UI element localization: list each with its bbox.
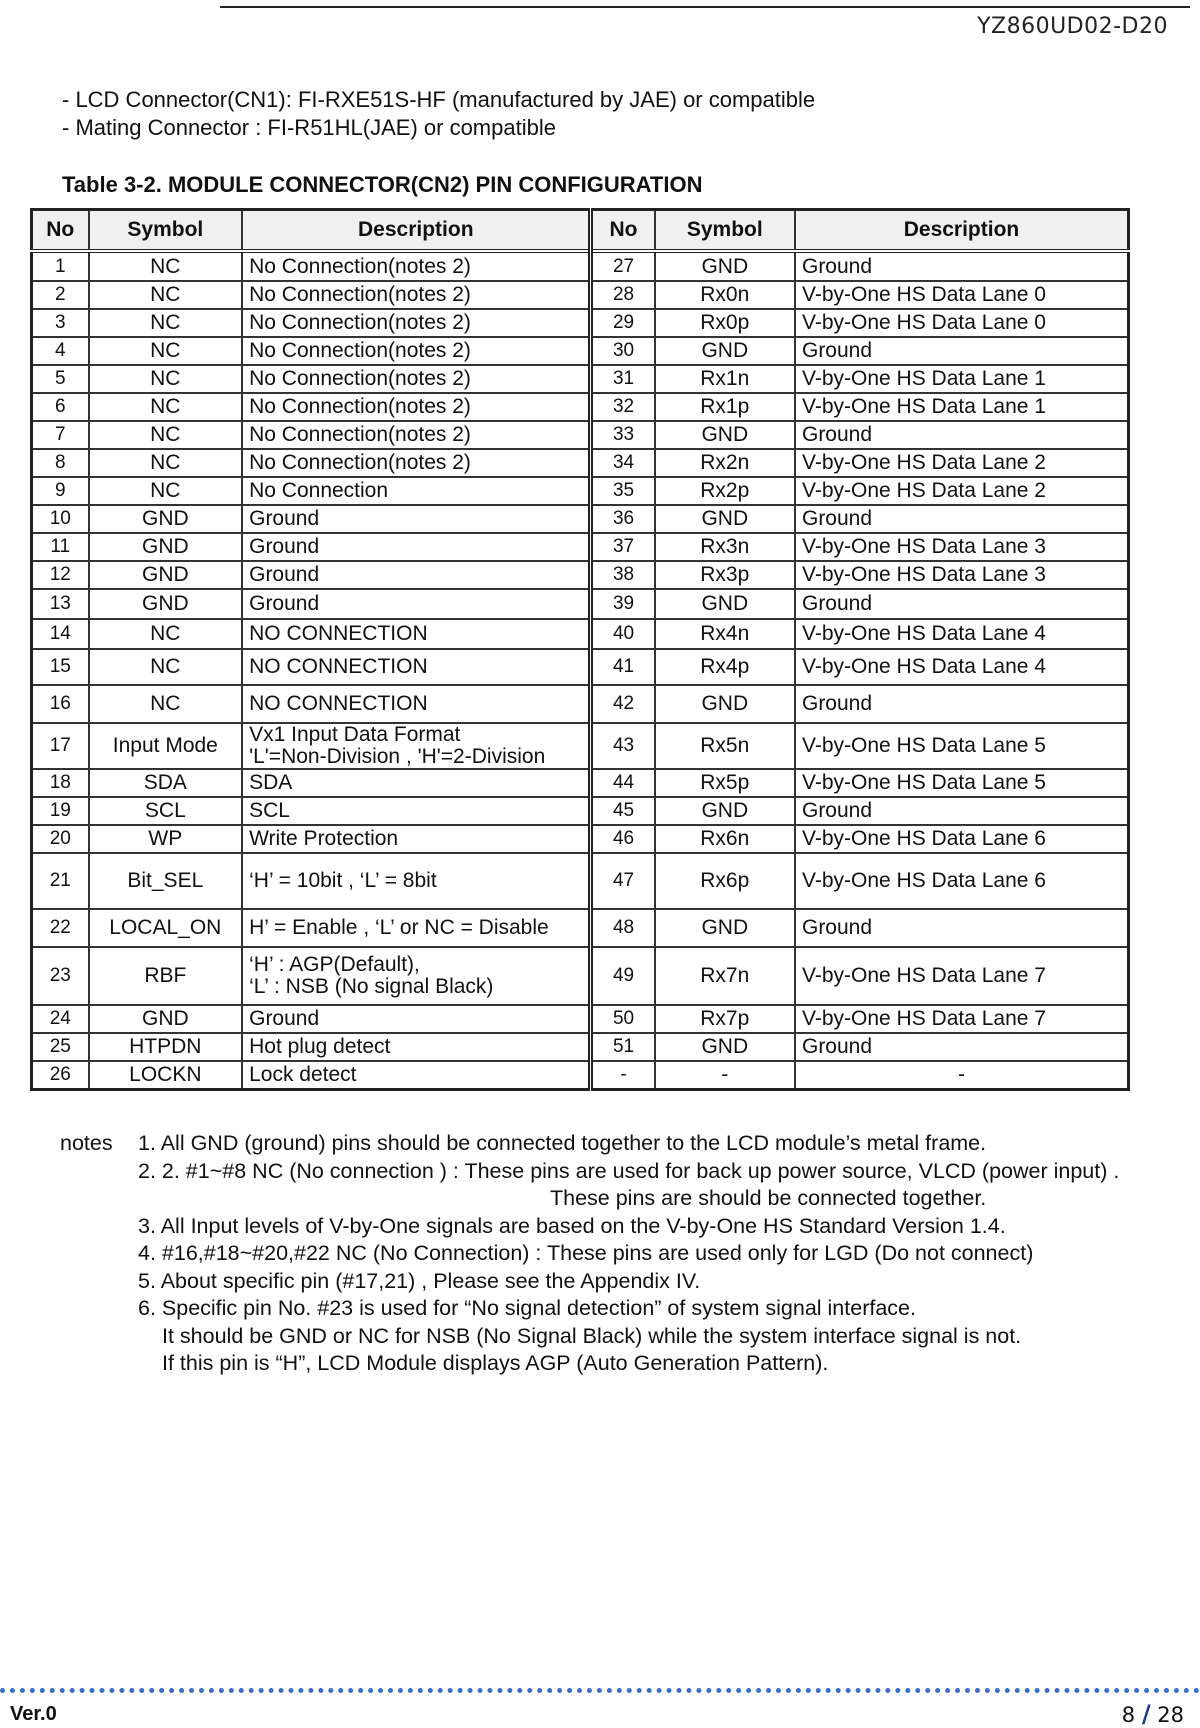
pin-no-right: 38 xyxy=(591,561,655,589)
pin-no-left: 15 xyxy=(32,649,89,685)
header-description-left: Description xyxy=(242,210,591,252)
note-6-line-2: It should be GND or NC for NSB (No Signal Black) while the system interface signal is not. xyxy=(162,1323,1022,1348)
pin-symbol-right: - xyxy=(655,1061,795,1090)
pin-no-left: 22 xyxy=(32,909,89,947)
pin-description-right: V-by-One HS Data Lane 4 xyxy=(795,619,1129,649)
pin-symbol-left: NC xyxy=(89,251,243,281)
pin-no-left: 12 xyxy=(32,561,89,589)
pin-description-left: NO CONNECTION xyxy=(242,685,591,723)
pin-description-left: No Connection(notes 2) xyxy=(242,449,591,477)
connector-intro xyxy=(62,86,815,142)
pin-no-right: - xyxy=(591,1061,655,1090)
pin-symbol-right: Rx1p xyxy=(655,393,795,421)
pin-symbol-left: GND xyxy=(89,505,243,533)
pin-no-left: 3 xyxy=(32,309,89,337)
pin-no-left: 6 xyxy=(32,393,89,421)
pin-description-right: V-by-One HS Data Lane 3 xyxy=(795,533,1129,561)
pin-symbol-left: HTPDN xyxy=(89,1033,243,1061)
pin-symbol-left: LOCKN xyxy=(89,1061,243,1090)
pin-description-left: Ground xyxy=(242,589,591,619)
pin-configuration-table xyxy=(30,208,1130,1091)
header-no-left: No xyxy=(32,210,89,252)
pin-no-right: 50 xyxy=(591,1005,655,1033)
pin-symbol-left: NC xyxy=(89,393,243,421)
pin-symbol-right: GND xyxy=(655,685,795,723)
pin-no-right: 42 xyxy=(591,685,655,723)
pin-symbol-left: NC xyxy=(89,477,243,505)
page-separator: / xyxy=(1141,1700,1151,1728)
pin-description-left: Lock detect xyxy=(242,1061,591,1090)
note-2-continuation: These pins are should be connected together. xyxy=(550,1186,987,1210)
pin-no-right: 35 xyxy=(591,477,655,505)
pin-symbol-left: NC xyxy=(89,281,243,309)
table-row xyxy=(32,1005,1129,1033)
table-row xyxy=(32,649,1129,685)
pin-no-right: 31 xyxy=(591,365,655,393)
pin-symbol-right: Rx5n xyxy=(655,723,795,769)
pin-no-left: 7 xyxy=(32,421,89,449)
pin-description-left: SDA xyxy=(242,769,591,797)
note-6-line-3: If this pin is “H”, LCD Module displays AGP (Auto Generation Pattern). xyxy=(162,1351,829,1375)
pin-no-right: 29 xyxy=(591,309,655,337)
pin-symbol-left: GND xyxy=(89,589,243,619)
pin-symbol-right: Rx4p xyxy=(655,649,795,685)
pin-symbol-right: Rx0n xyxy=(655,281,795,309)
pin-symbol-right: Rx3p xyxy=(655,561,795,589)
pin-symbol-right: GND xyxy=(655,797,795,825)
pin-symbol-right: Rx7n xyxy=(655,947,795,1005)
pin-no-left: 20 xyxy=(32,825,89,853)
pin-description-right: V-by-One HS Data Lane 5 xyxy=(795,769,1129,797)
pin-description-right: Ground xyxy=(795,589,1129,619)
pin-description-left: Ground xyxy=(242,1005,591,1033)
pin-no-left: 2 xyxy=(32,281,89,309)
table-row xyxy=(32,561,1129,589)
table-row xyxy=(32,723,1129,769)
pin-no-right: 43 xyxy=(591,723,655,769)
pin-symbol-right: GND xyxy=(655,337,795,365)
pin-no-left: 11 xyxy=(32,533,89,561)
pin-no-right: 44 xyxy=(591,769,655,797)
pin-description-left: No Connection(notes 2) xyxy=(242,421,591,449)
version-label: Ver.0 xyxy=(10,1703,57,1725)
pin-symbol-left: Input Mode xyxy=(89,723,243,769)
pin-no-left: 10 xyxy=(32,505,89,533)
header-description-right: Description xyxy=(795,210,1129,252)
pin-no-left: 19 xyxy=(32,797,89,825)
pin-description-left: Ground xyxy=(242,533,591,561)
table-title: Table 3-2. MODULE CONNECTOR(CN2) PIN CONFIGURATION xyxy=(62,172,703,197)
pin-no-right: 37 xyxy=(591,533,655,561)
table-row xyxy=(32,505,1129,533)
pin-symbol-left: NC xyxy=(89,337,243,365)
pin-description-left: No Connection(notes 2) xyxy=(242,365,591,393)
table-row xyxy=(32,251,1129,281)
header-rule xyxy=(220,6,1190,8)
pin-no-right: 33 xyxy=(591,421,655,449)
pin-description-left: H’ = Enable , ‘L’ or NC = Disable xyxy=(242,909,591,947)
pin-symbol-left: NC xyxy=(89,619,243,649)
pin-description-right: Ground xyxy=(795,797,1129,825)
pin-symbol-left: RBF xyxy=(89,947,243,1005)
pin-no-right: 34 xyxy=(591,449,655,477)
pin-description-right: Ground xyxy=(795,251,1129,281)
pin-description-right: Ground xyxy=(795,685,1129,723)
note-6: 6. Specific pin No. #23 is used for “No signal detection” of system signal interface. xyxy=(138,1296,916,1320)
pin-description-left: No Connection(notes 2) xyxy=(242,281,591,309)
pin-description-left: NO CONNECTION xyxy=(242,649,591,685)
pin-symbol-left: LOCAL_ON xyxy=(89,909,243,947)
table-row xyxy=(32,685,1129,723)
table-row xyxy=(32,309,1129,337)
pin-description-left: No Connection(notes 2) xyxy=(242,309,591,337)
pin-no-right: 48 xyxy=(591,909,655,947)
pin-description-right: Ground xyxy=(795,505,1129,533)
table-row xyxy=(32,825,1129,853)
note-2: 2. 2. #1~#8 NC (No connection ) : These pins are used for back up power source, VLCD (power input) . xyxy=(138,1158,1120,1183)
table-row xyxy=(32,1033,1129,1061)
pin-description-left: NO CONNECTION xyxy=(242,619,591,649)
pin-description-left: Vx1 Input Data Format 'L'=Non-Division , 'H'=2-Division xyxy=(242,723,591,769)
table-row xyxy=(32,947,1129,1005)
pin-no-left: 14 xyxy=(32,619,89,649)
pin-no-left: 21 xyxy=(32,853,89,909)
pin-symbol-right: Rx6n xyxy=(655,825,795,853)
pin-symbol-left: NC xyxy=(89,309,243,337)
pin-description-left: SCL xyxy=(242,797,591,825)
pin-description-left: No Connection(notes 2) xyxy=(242,337,591,365)
pin-symbol-right: Rx1n xyxy=(655,365,795,393)
pin-symbol-left: NC xyxy=(89,649,243,685)
pin-description-left: No Connection xyxy=(242,477,591,505)
note-5: 5. About specific pin (#17,21) , Please see the Appendix IV. xyxy=(138,1268,701,1293)
pin-description-right: Ground xyxy=(795,421,1129,449)
header-symbol-left: Symbol xyxy=(89,210,243,252)
table-row xyxy=(32,337,1129,365)
pin-description-right: V-by-One HS Data Lane 6 xyxy=(795,825,1129,853)
table-row xyxy=(32,477,1129,505)
pin-description-right: V-by-One HS Data Lane 7 xyxy=(795,947,1129,1005)
pin-symbol-right: Rx2p xyxy=(655,477,795,505)
table-row xyxy=(32,853,1129,909)
pin-symbol-left: GND xyxy=(89,561,243,589)
pin-description-right: V-by-One HS Data Lane 2 xyxy=(795,477,1129,505)
pin-no-right: 30 xyxy=(591,337,655,365)
page-current: 8 xyxy=(1121,1703,1136,1727)
pin-symbol-left: GND xyxy=(89,533,243,561)
pin-no-left: 25 xyxy=(32,1033,89,1061)
pin-symbol-right: Rx0p xyxy=(655,309,795,337)
pin-description-left: Ground xyxy=(242,505,591,533)
pin-no-right: 40 xyxy=(591,619,655,649)
pin-description-right: V-by-One HS Data Lane 2 xyxy=(795,449,1129,477)
table-row xyxy=(32,619,1129,649)
pin-description-left: No Connection(notes 2) xyxy=(242,251,591,281)
pin-symbol-right: GND xyxy=(655,421,795,449)
intro-line-mating-connector: - Mating Connector : FI-R51HL(JAE) or compatible xyxy=(62,115,556,140)
pin-no-right: 27 xyxy=(591,251,655,281)
pin-description-right: V-by-One HS Data Lane 1 xyxy=(795,393,1129,421)
intro-line-lcd-connector: - LCD Connector(CN1): FI-RXE51S-HF (manufactured by JAE) or compatible xyxy=(62,87,816,112)
pin-description-right: Ground xyxy=(795,909,1129,947)
header-symbol-right: Symbol xyxy=(655,210,795,252)
notes-list xyxy=(138,1130,1200,1378)
pin-symbol-right: GND xyxy=(655,251,795,281)
pin-symbol-right: Rx7p xyxy=(655,1005,795,1033)
notes-label: notes xyxy=(60,1131,113,1155)
page-total: 28 xyxy=(1157,1703,1184,1727)
table-row xyxy=(32,1061,1129,1090)
pin-no-left: 4 xyxy=(32,337,89,365)
pin-no-right: 47 xyxy=(591,853,655,909)
pin-no-right: 28 xyxy=(591,281,655,309)
table-row xyxy=(32,281,1129,309)
pin-description-right: Ground xyxy=(795,1033,1129,1061)
table-row xyxy=(32,365,1129,393)
pin-symbol-right: Rx4n xyxy=(655,619,795,649)
pin-no-right: 51 xyxy=(591,1033,655,1061)
table-row xyxy=(32,393,1129,421)
pin-symbol-left: NC xyxy=(89,685,243,723)
pin-symbol-right: Rx6p xyxy=(655,853,795,909)
pin-description-right: Ground xyxy=(795,337,1129,365)
table-row xyxy=(32,589,1129,619)
header-no-right: No xyxy=(591,210,655,252)
pin-no-left: 24 xyxy=(32,1005,89,1033)
pin-symbol-right: GND xyxy=(655,505,795,533)
table-row xyxy=(32,797,1129,825)
document-code: YZ860UD02-D20 xyxy=(977,14,1168,39)
pin-symbol-right: Rx3n xyxy=(655,533,795,561)
pin-no-right: 32 xyxy=(591,393,655,421)
pin-symbol-left: SDA xyxy=(89,769,243,797)
pin-no-right: 49 xyxy=(591,947,655,1005)
note-1: 1. All GND (ground) pins should be connected together to the LCD module’s metal frame. xyxy=(138,1131,987,1155)
pin-description-left: Write Protection xyxy=(242,825,591,853)
pin-symbol-right: GND xyxy=(655,589,795,619)
pin-table-body xyxy=(32,251,1129,1090)
pin-no-right: 46 xyxy=(591,825,655,853)
pin-no-left: 26 xyxy=(32,1061,89,1090)
pin-description-left: Hot plug detect xyxy=(242,1033,591,1061)
pin-description-right: V-by-One HS Data Lane 0 xyxy=(795,309,1129,337)
pin-description-left: ‘H’ = 10bit , ‘L’ = 8bit xyxy=(242,853,591,909)
pin-description-right: V-by-One HS Data Lane 1 xyxy=(795,365,1129,393)
pin-symbol-right: GND xyxy=(655,909,795,947)
pin-no-left: 8 xyxy=(32,449,89,477)
pin-symbol-right: Rx5p xyxy=(655,769,795,797)
pin-no-left: 23 xyxy=(32,947,89,1005)
pin-symbol-left: WP xyxy=(89,825,243,853)
pin-description-right: - xyxy=(795,1061,1129,1090)
pin-description-right: V-by-One HS Data Lane 4 xyxy=(795,649,1129,685)
pin-no-right: 41 xyxy=(591,649,655,685)
pin-symbol-left: NC xyxy=(89,365,243,393)
pin-description-right: V-by-One HS Data Lane 0 xyxy=(795,281,1129,309)
table-row xyxy=(32,909,1129,947)
page-number xyxy=(1122,1700,1184,1728)
pin-symbol-right: Rx2n xyxy=(655,449,795,477)
footer-dotted-rule xyxy=(0,1688,1200,1693)
pin-no-left: 16 xyxy=(32,685,89,723)
pin-description-right: V-by-One HS Data Lane 5 xyxy=(795,723,1129,769)
table-row xyxy=(32,533,1129,561)
pin-description-right: V-by-One HS Data Lane 7 xyxy=(795,1005,1129,1033)
pin-no-right: 45 xyxy=(591,797,655,825)
pin-description-left: Ground xyxy=(242,561,591,589)
pin-symbol-right: GND xyxy=(655,1033,795,1061)
pin-no-left: 5 xyxy=(32,365,89,393)
table-header-row xyxy=(32,210,1129,252)
pin-symbol-left: NC xyxy=(89,449,243,477)
table-row xyxy=(32,421,1129,449)
pin-symbol-left: GND xyxy=(89,1005,243,1033)
pin-description-right: V-by-One HS Data Lane 6 xyxy=(795,853,1129,909)
pin-no-right: 39 xyxy=(591,589,655,619)
pin-symbol-left: NC xyxy=(89,421,243,449)
pin-description-right: V-by-One HS Data Lane 3 xyxy=(795,561,1129,589)
table-row xyxy=(32,449,1129,477)
pin-no-left: 18 xyxy=(32,769,89,797)
table-row xyxy=(32,769,1129,797)
pin-no-right: 36 xyxy=(591,505,655,533)
pin-no-left: 9 xyxy=(32,477,89,505)
pin-no-left: 17 xyxy=(32,723,89,769)
pin-symbol-left: Bit_SEL xyxy=(89,853,243,909)
pin-description-left: ‘H’ : AGP(Default), ‘L’ : NSB (No signal Black) xyxy=(242,947,591,1005)
note-4: 4. #16,#18~#20,#22 NC (No Connection) : These pins are used only for LGD (Do not connect) xyxy=(138,1241,1034,1265)
pin-symbol-left: SCL xyxy=(89,797,243,825)
pin-no-left: 13 xyxy=(32,589,89,619)
note-3: 3. All Input levels of V-by-One signals are based on the V-by-One HS Standard Version 1.4. xyxy=(138,1213,1006,1238)
pin-description-left: No Connection(notes 2) xyxy=(242,393,591,421)
pin-no-left: 1 xyxy=(32,251,89,281)
